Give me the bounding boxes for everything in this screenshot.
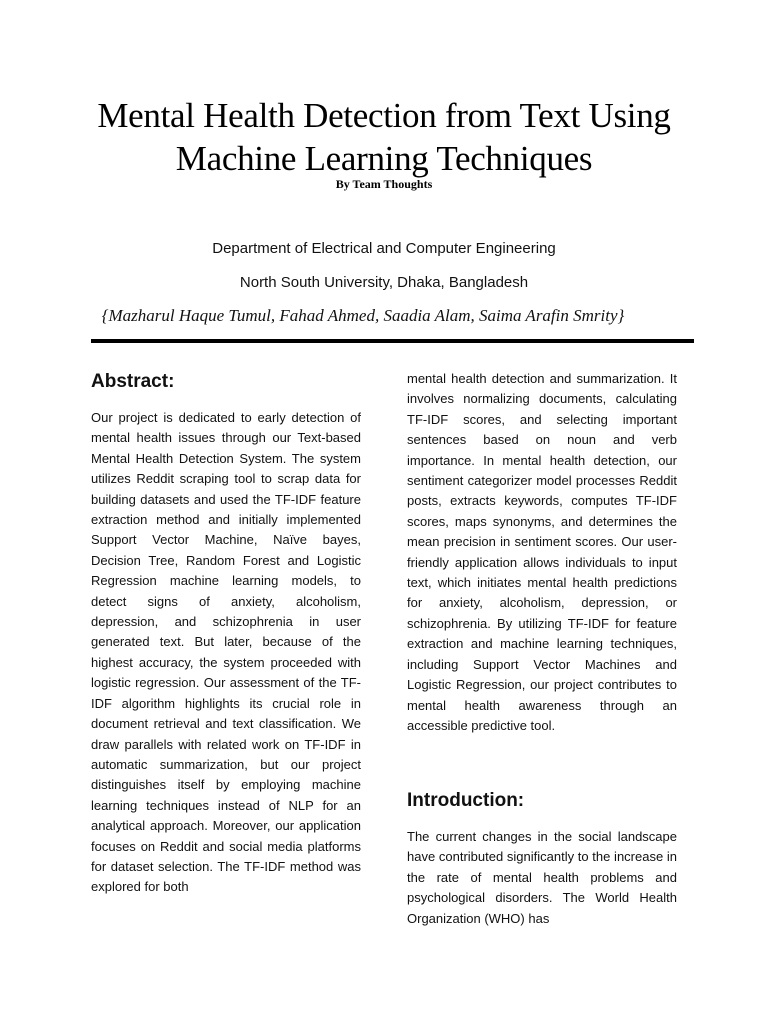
paper-title: [0, 94, 768, 180]
abstract-column-left: [91, 408, 361, 898]
abstract-text-right: mental health detection and summarization. It involves normalizing documents, calculating TF-IDF scores, and selecting important sentences based on noun and verb importance. In mental health detection, our sentiment categorizer model processes Reddit posts, extracts keywords, computes TF-IDF scores, maps synonyms, and determines the mean precision in sentiment scores. Our user-friendly application allows individuals to input text, which initiates mental health predictions for anxiety, alcoholism, depression, or schizophrenia. By utilizing TF-IDF for feature extraction and machine learning techniques, including Support Vector Machines and Logistic Regression, our project contributes to mental health awareness through an accessible predictive tool.: [407, 371, 677, 733]
introduction-column: [407, 827, 677, 929]
introduction-heading: Introduction:: [407, 790, 525, 811]
abstract-text-left: Our project is dedicated to early detection of mental health issues through our Text-based Mental Health Detection System. The system utilizes Reddit scraping tool to scrap data for building datasets and used the TF-IDF feature extraction method and initially implemented Support Vector Machine, Naïve bayes, Decision Tree, Random Forest and Logistic Regression machine learning models, to detect signs of anxiety, alcoholism, depression, and schizophrenia in user generated text. But later, because of the highest accuracy, the system proceeded with logistic regression. Our assessment of the TF-IDF algorithm highlights its crucial role in document retrieval and text classification. We draw parallels with related work on TF-IDF in automatic summarization, but our project distinguishes itself by employing machine learning techniques instead of NLP for an analytical approach. Moreover, our application focuses on Reddit and social media platforms for dataset selection. The TF-IDF method was explored for both: [91, 410, 361, 895]
title-line-1: Mental Health Detection from Text Using: [97, 96, 671, 135]
header-divider: [91, 339, 694, 343]
author-list: {Mazharul Haque Tumul, Fahad Ahmed, Saadia Alam, Saima Arafin Smrity}: [101, 306, 625, 325]
byline: By Team Thoughts: [335, 177, 433, 191]
title-line-2: Machine Learning Techniques: [175, 139, 593, 178]
university: North South University, Dhaka, Bangladesh: [239, 274, 529, 291]
department: Department of Electrical and Computer Engineering: [212, 240, 556, 257]
introduction-text: The current changes in the social landscape have contributed significantly to the increase in the rate of mental health problems and psychological disorders. The World Health Organization (WHO) has: [407, 829, 677, 926]
abstract-heading: Abstract:: [91, 371, 175, 392]
abstract-column-right: [407, 369, 677, 736]
